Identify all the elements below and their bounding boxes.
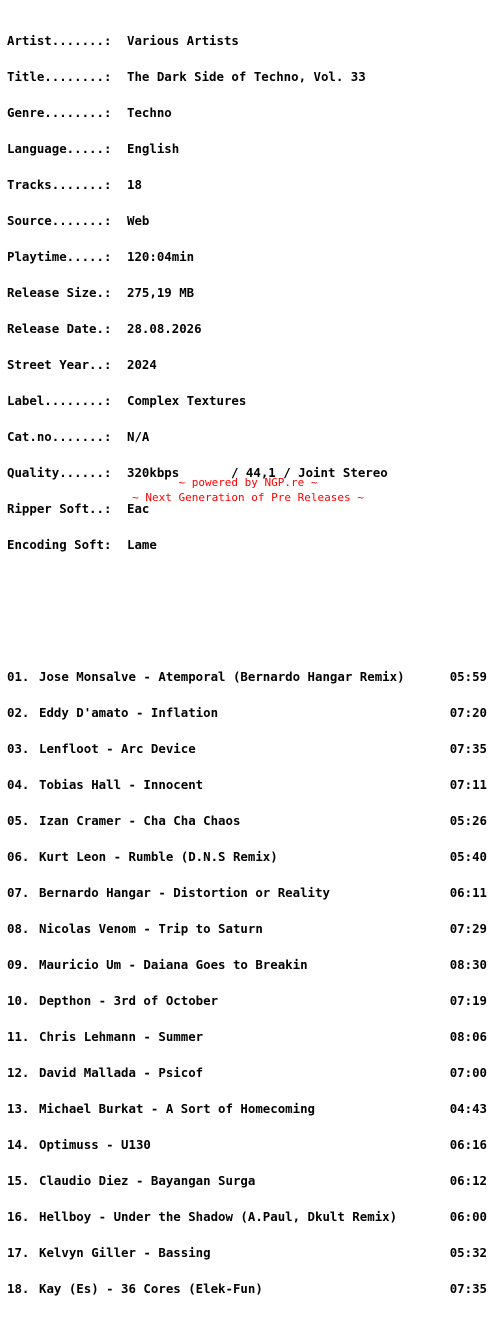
track-title: Nicolas Venom - Trip to Saturn xyxy=(39,921,263,936)
info-label: Quality......: xyxy=(7,465,112,480)
track-row xyxy=(7,1247,487,1259)
info-label: Cat.no.......: xyxy=(7,429,112,444)
track-row xyxy=(7,887,487,899)
info-value: 28.08.2026 xyxy=(127,321,202,336)
track-number: 03. xyxy=(7,741,30,756)
track-number: 01. xyxy=(7,669,30,684)
info-value: Web xyxy=(127,213,150,228)
info-label: Encoding Soft: xyxy=(7,537,112,552)
info-label: Street Year..: xyxy=(7,357,112,372)
track-title: Jose Monsalve - Atemporal (Bernardo Hangar Remix) xyxy=(39,669,405,684)
track-number: 06. xyxy=(7,849,30,864)
track-time: 07:11 xyxy=(449,777,487,792)
info-label: Language.....: xyxy=(7,141,112,156)
track-number: 18. xyxy=(7,1281,30,1296)
track-title: Claudio Diez - Bayangan Surga xyxy=(39,1173,256,1188)
track-time: 07:00 xyxy=(449,1065,487,1080)
track-time: 07:20 xyxy=(449,705,487,720)
track-row xyxy=(7,1067,487,1079)
track-number: 14. xyxy=(7,1137,30,1152)
track-time: 06:00 xyxy=(449,1209,487,1224)
footer-tagline: ~ Next Generation of Pre Releases ~ xyxy=(132,491,364,504)
track-row xyxy=(7,1031,487,1043)
track-row xyxy=(7,1175,487,1187)
info-value: Complex Textures xyxy=(127,393,247,408)
info-label: Title........: xyxy=(7,69,112,84)
track-time: 05:59 xyxy=(449,669,487,684)
info-label: Artist.......: xyxy=(7,33,112,48)
info-row-genre xyxy=(7,107,487,119)
track-title: David Mallada - Psicof xyxy=(39,1065,204,1080)
info-value: The Dark Side of Techno, Vol. 33 xyxy=(127,69,366,84)
info-value: 120:04min xyxy=(127,249,195,264)
info-value: N/A xyxy=(127,429,150,444)
track-number: 12. xyxy=(7,1065,30,1080)
track-time: 06:16 xyxy=(449,1137,487,1152)
track-row xyxy=(7,959,487,971)
track-title: Eddy D'amato - Inflation xyxy=(39,705,219,720)
track-time: 05:26 xyxy=(449,813,487,828)
track-row xyxy=(7,671,487,683)
info-value: 320kbps xyxy=(127,465,180,480)
track-title: Mauricio Um - Daiana Goes to Breakin xyxy=(39,957,308,972)
info-row-label xyxy=(7,395,487,407)
info-row-cat-no xyxy=(7,431,487,443)
info-label: Playtime.....: xyxy=(7,249,112,264)
track-title: Kay (Es) - 36 Cores (Elek-Fun) xyxy=(39,1281,263,1296)
track-number: 11. xyxy=(7,1029,30,1044)
track-title: Optimuss - U130 xyxy=(39,1137,151,1152)
track-title: Tobias Hall - Innocent xyxy=(39,777,204,792)
info-value: 2024 xyxy=(127,357,157,372)
track-row xyxy=(7,851,487,863)
info-value: 18 xyxy=(127,177,142,192)
track-row xyxy=(7,1139,487,1151)
track-row xyxy=(7,1103,487,1115)
info-row-release-date xyxy=(7,323,487,335)
info-label: Genre........: xyxy=(7,105,112,120)
info-label: Tracks.......: xyxy=(7,177,112,192)
track-number: 16. xyxy=(7,1209,30,1224)
footer-powered-by: ~ powered by NGP.re ~ xyxy=(178,476,318,489)
track-time: 08:30 xyxy=(449,957,487,972)
info-value: 275,19 MB xyxy=(127,285,195,300)
info-row-ripper-soft xyxy=(7,503,487,515)
track-time: 05:32 xyxy=(449,1245,487,1260)
track-time: 06:11 xyxy=(449,885,487,900)
info-value: Techno xyxy=(127,105,172,120)
info-label: Ripper Soft..: xyxy=(7,501,112,516)
tracklist xyxy=(7,647,487,1319)
info-row-tracks xyxy=(7,179,487,191)
info-row-encoding-soft xyxy=(7,539,487,551)
track-number: 13. xyxy=(7,1101,30,1116)
track-number: 05. xyxy=(7,813,30,828)
track-title: Chris Lehmann - Summer xyxy=(39,1029,204,1044)
track-number: 15. xyxy=(7,1173,30,1188)
info-row-source xyxy=(7,215,487,227)
info-label: Source.......: xyxy=(7,213,112,228)
release-info-block xyxy=(7,11,487,1331)
track-title: Izan Cramer - Cha Cha Chaos xyxy=(39,813,241,828)
info-row-release-size xyxy=(7,287,487,299)
info-row-title xyxy=(7,71,487,83)
info-row-street-year xyxy=(7,359,487,371)
info-row-language xyxy=(7,143,487,155)
track-row xyxy=(7,743,487,755)
track-title: Depthon - 3rd of October xyxy=(39,993,219,1008)
track-title: Hellboy - Under the Shadow (A.Paul, Dkult Remix) xyxy=(39,1209,398,1224)
track-number: 09. xyxy=(7,957,30,972)
track-title: Kurt Leon - Rumble (D.N.S Remix) xyxy=(39,849,278,864)
track-time: 06:12 xyxy=(449,1173,487,1188)
track-time: 08:06 xyxy=(449,1029,487,1044)
track-time: 07:19 xyxy=(449,993,487,1008)
spacer xyxy=(7,587,487,611)
info-label: Release Size.: xyxy=(7,285,112,300)
info-label: Release Date.: xyxy=(7,321,112,336)
track-row xyxy=(7,779,487,791)
track-time: 05:40 xyxy=(449,849,487,864)
track-number: 04. xyxy=(7,777,30,792)
info-value: Lame xyxy=(127,537,157,552)
info-value: Various Artists xyxy=(127,33,239,48)
info-value: English xyxy=(127,141,180,156)
track-title: Bernardo Hangar - Distortion or Reality xyxy=(39,885,330,900)
track-number: 17. xyxy=(7,1245,30,1260)
track-number: 08. xyxy=(7,921,30,936)
track-time: 07:29 xyxy=(449,921,487,936)
track-row xyxy=(7,1283,487,1295)
track-time: 07:35 xyxy=(449,741,487,756)
info-row-playtime xyxy=(7,251,487,263)
track-row xyxy=(7,707,487,719)
track-number: 10. xyxy=(7,993,30,1008)
info-value-extra: / 44,1 / Joint Stereo xyxy=(231,465,388,480)
track-title: Lenfloot - Arc Device xyxy=(39,741,196,756)
track-time: 04:43 xyxy=(449,1101,487,1116)
track-number: 07. xyxy=(7,885,30,900)
track-row xyxy=(7,995,487,1007)
track-number: 02. xyxy=(7,705,30,720)
track-row xyxy=(7,1211,487,1223)
info-label: Label........: xyxy=(7,393,112,408)
track-time: 07:35 xyxy=(449,1281,487,1296)
track-title: Michael Burkat - A Sort of Homecoming xyxy=(39,1101,316,1116)
track-row xyxy=(7,815,487,827)
info-value: Eac xyxy=(127,501,150,516)
track-row xyxy=(7,923,487,935)
info-row-artist xyxy=(7,35,487,47)
track-title: Kelvyn Giller - Bassing xyxy=(39,1245,211,1260)
